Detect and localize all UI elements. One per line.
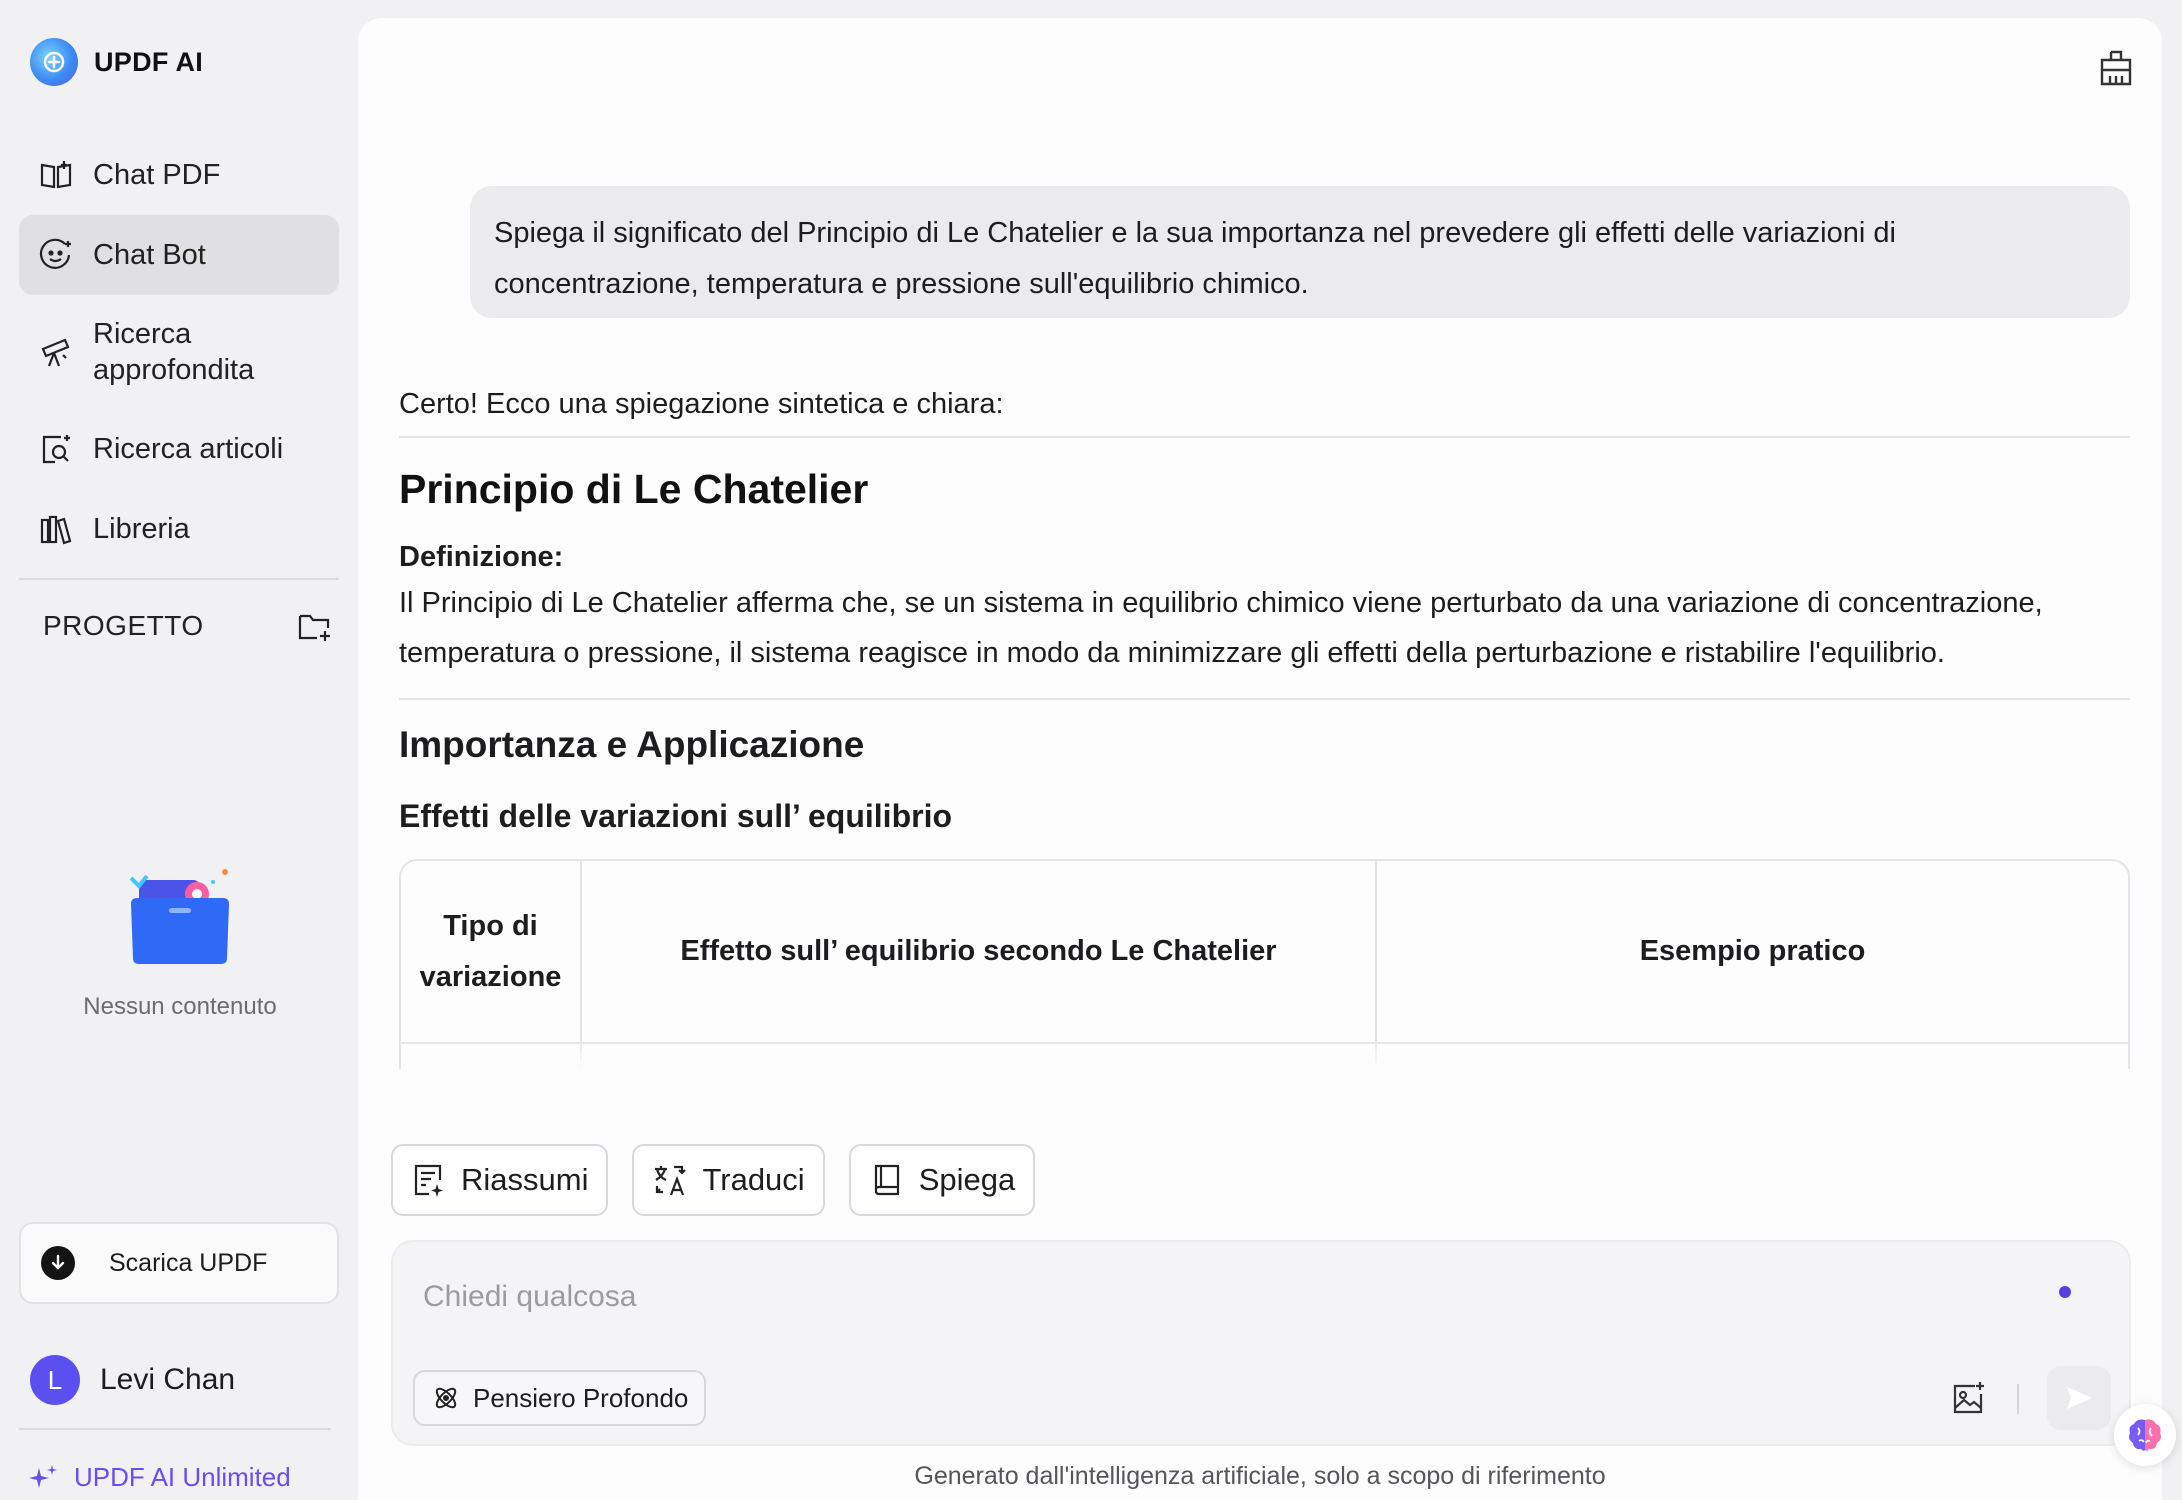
- sidebar-item-label: Chat Bot: [93, 238, 206, 271]
- download-icon: [41, 1246, 75, 1280]
- sidebar-divider: [19, 578, 339, 580]
- response-divider: [399, 698, 2130, 700]
- section-heading: Importanza e Applicazione: [399, 724, 865, 765]
- document-search-icon: [39, 432, 73, 466]
- sidebar-nav: [19, 135, 339, 569]
- sidebar: [0, 0, 358, 1500]
- message-composer: [391, 1240, 2131, 1446]
- sidebar-item-chat-pdf[interactable]: [19, 135, 339, 215]
- chat-panel: [358, 18, 2162, 1500]
- atom-icon: [431, 1383, 461, 1413]
- summarize-button[interactable]: [391, 1144, 608, 1216]
- updf-logo-icon: [30, 38, 78, 86]
- empty-state-text: Nessun contenuto: [83, 993, 277, 1020]
- subsection-heading: Effetti delle variazioni sull’ equilibrio: [399, 798, 952, 834]
- user-message-bubble: Spiega il significato del Principio di Le Chatelier e la sua importanza nel prevedere gli effetti delle variazioni di concentrazione, temperatura e pressione sull'equilibrio chimico.: [470, 186, 2130, 318]
- sidebar-item-label: Libreria: [93, 512, 190, 545]
- summarize-label: Riassumi: [461, 1162, 589, 1197]
- composer-separator: [2017, 1384, 2019, 1414]
- table-cell: [581, 1043, 1376, 1069]
- download-label: Scarica UPDF: [109, 1248, 268, 1277]
- definition-text: Il Principio di Le Chatelier afferma che, se un sistema in equilibrio chimico viene perturbato da una variazione di concentrazione, temperatura o pressione, il sistema reagisce in modo da minimizzare gli effetti della perturbazione e ristabilire l'equilibrio.: [399, 587, 2043, 669]
- image-upload-icon[interactable]: [1949, 1380, 1987, 1418]
- translate-icon: [652, 1162, 688, 1198]
- sparkle-icon: [28, 1463, 58, 1493]
- project-empty-state: [60, 860, 300, 1021]
- explain-label: Spiega: [918, 1162, 1016, 1197]
- translate-button[interactable]: [632, 1144, 824, 1216]
- ai-assistant-floating-button[interactable]: [2114, 1404, 2176, 1466]
- table-header-cell: Tipo di variazione: [401, 861, 581, 1043]
- sidebar-item-label-line1: Ricerca: [93, 318, 192, 350]
- empty-folder-illustration: [117, 860, 243, 970]
- deep-thinking-label: Pensiero Profondo: [473, 1382, 689, 1413]
- table-header-cell: Effetto sull’ equilibrio secondo Le Chatelier: [581, 861, 1376, 1043]
- bot-face-icon: [39, 238, 73, 272]
- sidebar-item-label: [93, 316, 254, 388]
- effects-table: [399, 859, 2130, 1069]
- send-arrow-icon: [2064, 1383, 2094, 1413]
- response-divider: [399, 436, 2130, 438]
- telescope-icon: [39, 335, 73, 369]
- plan-label: UPDF AI Unlimited: [74, 1462, 291, 1492]
- sidebar-item-label: Chat PDF: [93, 158, 221, 191]
- chat-input[interactable]: [423, 1272, 1923, 1322]
- brand[interactable]: [30, 38, 203, 86]
- quick-actions: [391, 1144, 1035, 1216]
- clear-chat-broom-icon[interactable]: [2096, 48, 2136, 88]
- sidebar-divider-bottom: [19, 1428, 331, 1430]
- sidebar-item-label-line2: approfondita: [93, 354, 255, 386]
- sidebar-item-article-search[interactable]: [19, 409, 339, 489]
- ai-disclaimer: Generato dall'intelligenza artificiale, solo a scopo di riferimento: [914, 1462, 1606, 1490]
- avatar: L: [30, 1355, 80, 1405]
- user-name: Levi Chan: [100, 1363, 236, 1396]
- response-heading: Principio di Le Chatelier: [399, 466, 869, 512]
- table-header-cell: Esempio pratico: [1376, 861, 2128, 1043]
- plan-upgrade-link[interactable]: [28, 1462, 291, 1493]
- response-intro: Certo! Ecco una spiegazione sintetica e chiara:: [399, 388, 1004, 420]
- sidebar-item-deep-research[interactable]: [19, 295, 339, 409]
- translate-label: Traduci: [702, 1162, 805, 1197]
- definition-label: Definizione:: [399, 541, 564, 573]
- book-icon: [869, 1162, 905, 1198]
- table-cell: [1376, 1043, 2128, 1069]
- new-folder-icon[interactable]: [297, 610, 333, 642]
- library-books-icon: [39, 512, 73, 546]
- voice-indicator-icon[interactable]: [2059, 1286, 2071, 1298]
- summarize-icon: [411, 1162, 447, 1198]
- ai-response: [399, 388, 2130, 1069]
- project-header: [43, 610, 333, 642]
- project-title: PROGETTO: [43, 610, 204, 641]
- send-button[interactable]: [2047, 1366, 2111, 1430]
- table-row: [401, 1043, 2128, 1069]
- user-profile[interactable]: [30, 1355, 235, 1405]
- download-updf-button[interactable]: [19, 1222, 339, 1304]
- sidebar-item-library[interactable]: [19, 489, 339, 569]
- table-cell: [401, 1043, 581, 1069]
- sidebar-item-label: Ricerca articoli: [93, 432, 284, 465]
- app-name: UPDF AI: [94, 46, 204, 77]
- sidebar-item-chat-bot[interactable]: [19, 215, 339, 295]
- explain-button[interactable]: [849, 1144, 1036, 1216]
- brain-icon: [2124, 1414, 2166, 1456]
- deep-thinking-toggle[interactable]: [413, 1370, 706, 1426]
- open-book-icon: [39, 158, 73, 192]
